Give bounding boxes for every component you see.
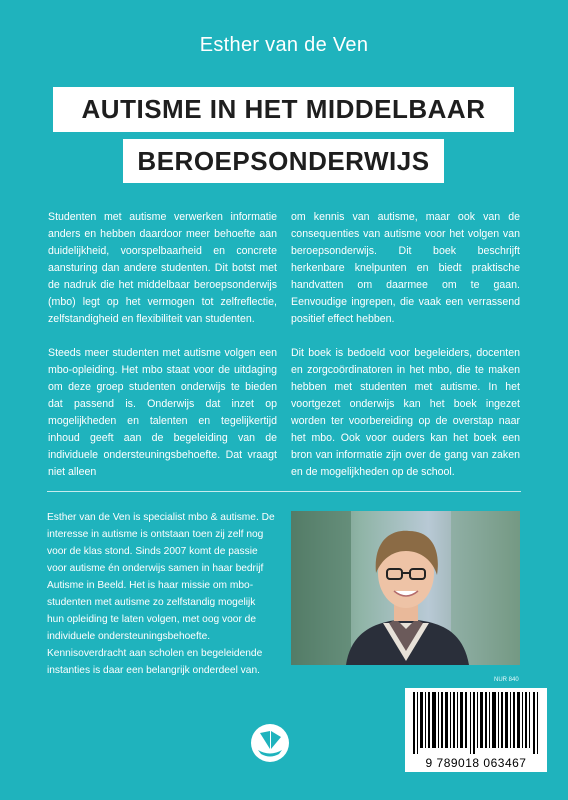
title-line-2 bbox=[123, 139, 444, 183]
blurb-paragraph: om kennis van autisme, maar ook van de consequenties van autisme voor het volgen van beroepsonderwijs. Dit boek beschrijft herkenbare knelpunten en biedt praktische handvatten om daarmee om te gaan. Eenvoudige ingrepen, die vaak een verrassend positief effect hebben. bbox=[291, 211, 520, 325]
nur-code: NUR 840 bbox=[494, 677, 519, 683]
blurb-paragraph: Studenten met autisme verwerken informatie anders en hebben daardoor meer behoefte aan duidelijkheid, voorspelbaarheid en concrete aansturing dan andere studenten. Dit botst met de nadruk die het middelbaar beroepsonderwijs (mbo) legt op het vermogen tot zelfreflectie, zelfstandigheid en flexibiliteit van studenten. bbox=[48, 211, 277, 325]
isbn-number: 9 789018 063467 bbox=[425, 756, 527, 770]
author-name: Esther van de Ven bbox=[199, 34, 369, 56]
barcode bbox=[405, 688, 547, 772]
author-photo bbox=[291, 511, 520, 665]
blurb-paragraph: Dit boek is bedoeld voor begeleiders, docenten en zorgcoördinatoren in het mbo, die te maken hebben met studenten met autisme. In het voortgezet onderwijs kan het boek ingezet worden ter voorbereiding op de overstap naar het mbo. Ook voor ouders kan het boek een bron van informatie zijn over de gang van zaken en de mogelijkheden op de school. bbox=[291, 347, 520, 478]
title-line-2-text: BEROEPSONDERWIJS bbox=[137, 145, 430, 176]
title-line-1 bbox=[53, 87, 514, 132]
publisher-logo bbox=[250, 723, 290, 763]
author-bio: Esther van de Ven is specialist mbo & autisme. De interesse in autisme is ontstaan toen zij zelf nog voor de klas stond. Sinds 2007 komt de passie voor autisme én onderwijs samen in haar bedrijf Autisme in Beeld. Het is haar missie om mbo-studenten met autisme zo zelfstandig mogelijk hun opleiding te laten volgen, met oog voor de individuele ondersteuningsbehoefte. Kennisoverdracht aan scholen en begeleidende instanties is daar een belangrijk onderdeel van. bbox=[47, 512, 275, 676]
blurb-right-column bbox=[291, 209, 520, 498]
blurb-paragraph: Steeds meer studenten met autisme volgen een mbo-opleiding. Het mbo staat voor de uitdaging om deze groep studenten onderwijs te bieden dat passend is. Onderwijs dat inzet op mogelijkheden en talenten en tegelijkertijd inhoud geeft aan de begeleiding van de individuele ondersteuningsbehoefte. Dat vraagt niet alleen bbox=[48, 347, 277, 478]
title-line-1-text: AUTISME IN HET MIDDELBAAR bbox=[81, 94, 486, 124]
barcode-bars-icon bbox=[411, 692, 541, 754]
divider bbox=[47, 491, 521, 492]
author-portrait-icon bbox=[291, 511, 520, 665]
ship-logo-icon bbox=[250, 723, 290, 763]
blurb-left-column bbox=[48, 209, 277, 498]
